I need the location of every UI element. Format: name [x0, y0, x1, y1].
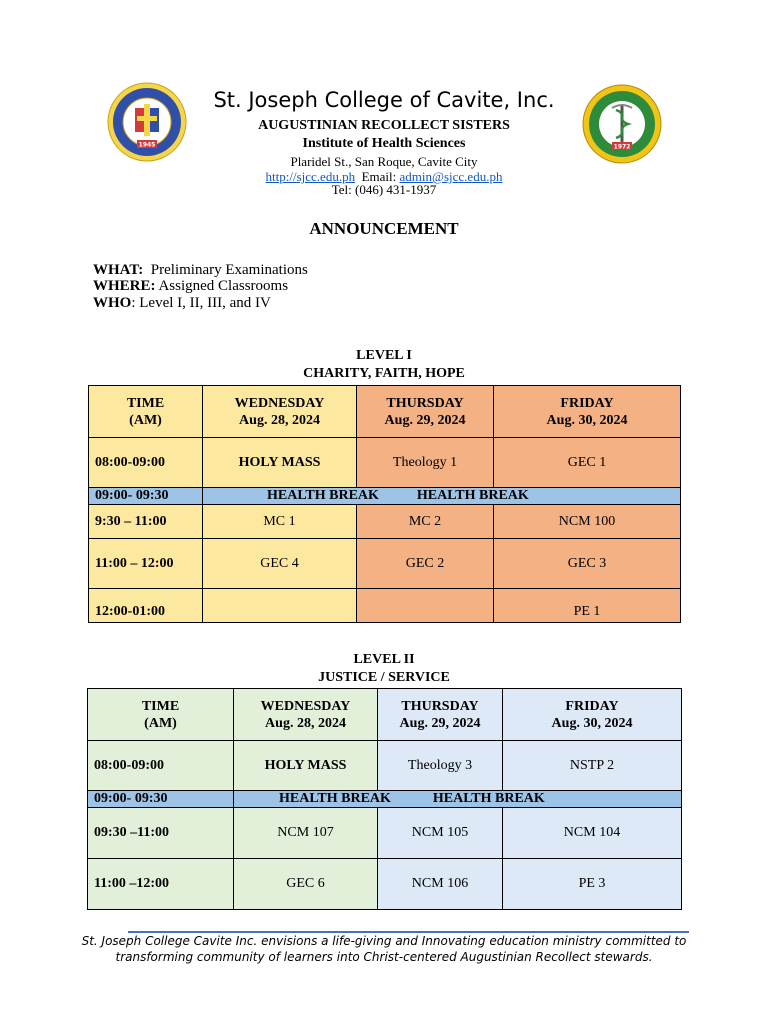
what-label: WHAT: [93, 262, 144, 278]
health-break-cell: HEALTH BREAK HEALTH BREAK [234, 791, 682, 808]
level1-schedule-table [88, 385, 681, 623]
svg-text:1945: 1945 [138, 141, 156, 149]
header-wednesday: WEDNESDAY Aug. 28, 2024 [234, 689, 378, 741]
schedule-cell: HOLY MASS [203, 438, 357, 488]
announcement-title: ANNOUNCEMENT [309, 219, 459, 238]
time-cell: 09:30 –11:00 [88, 808, 234, 859]
schedule-cell: NCM 107 [234, 808, 378, 859]
where-label: WHERE: [93, 278, 156, 294]
level2-schedule-table [87, 688, 682, 910]
table-header-row [89, 386, 681, 438]
school-address: Plaridel St., San Roque, Cavite City [290, 154, 478, 169]
schedule-cell: NSTP 2 [503, 741, 682, 791]
level1-subtitle: CHARITY, FAITH, HOPE [303, 366, 465, 381]
table-row [89, 589, 681, 623]
email-link[interactable]: admin@sjcc.edu.ph [399, 169, 503, 184]
schedule-cell: NCM 104 [503, 808, 682, 859]
vision-line-2: transforming community of learners into Christ-centered Augustinian Recollect stewards. [115, 950, 653, 964]
school-name: St. Joseph College of Cavite, Inc. [213, 88, 555, 112]
time-cell: 09:00- 09:30 [89, 488, 203, 505]
schedule-cell: GEC 1 [494, 438, 681, 488]
schedule-cell: Theology 3 [378, 741, 503, 791]
institute-name: Institute of Health Sciences [302, 136, 466, 151]
schedule-cell: GEC 6 [234, 859, 378, 910]
schedule-cell [203, 589, 357, 623]
health-break-cell: HEALTH BREAK HEALTH BREAK [203, 488, 681, 505]
schedule-cell: NCM 106 [378, 859, 503, 910]
health-break-row [88, 791, 682, 808]
time-cell: 08:00-09:00 [89, 438, 203, 488]
header-friday: FRIDAY Aug. 30, 2024 [503, 689, 682, 741]
svg-text:1972: 1972 [613, 143, 631, 151]
table-row [88, 741, 682, 791]
schedule-cell [357, 589, 494, 623]
header-time: TIME (AM) [89, 386, 203, 438]
where-line [93, 278, 288, 295]
table-row [89, 438, 681, 488]
table-row [88, 808, 682, 859]
what-line [93, 262, 308, 279]
table-row [88, 859, 682, 910]
what-value: Preliminary Examinations [150, 262, 308, 278]
time-cell: 11:00 –12:00 [88, 859, 234, 910]
schedule-cell: PE 1 [494, 589, 681, 623]
level2-subtitle: JUSTICE / SERVICE [318, 670, 450, 685]
health-break-row [89, 488, 681, 505]
website-link[interactable]: http://sjcc.edu.ph [265, 169, 356, 184]
schedule-cell: GEC 4 [203, 539, 357, 589]
time-cell: 9:30 – 11:00 [89, 505, 203, 539]
schedule-cell: PE 3 [503, 859, 682, 910]
vision-line-1: St. Joseph College Cavite Inc. envisions a life-giving and Innovating education ministry committed to [81, 934, 687, 948]
header-wednesday: WEDNESDAY Aug. 28, 2024 [203, 386, 357, 438]
table-row [89, 505, 681, 539]
header-thursday: THURSDAY Aug. 29, 2024 [357, 386, 494, 438]
schedule-cell: MC 2 [357, 505, 494, 539]
schedule-cell: HOLY MASS [234, 741, 378, 791]
congregation-name: AUGUSTINIAN RECOLLECT SISTERS [258, 118, 510, 133]
schedule-cell: GEC 3 [494, 539, 681, 589]
schedule-cell: NCM 105 [378, 808, 503, 859]
telephone: Tel: (046) 431-1937 [331, 182, 437, 197]
header-time: TIME (AM) [88, 689, 234, 741]
email-label: Email: [361, 169, 397, 184]
schedule-cell: Theology 1 [357, 438, 494, 488]
who-line [93, 295, 271, 312]
time-cell: 12:00-01:00 [89, 589, 203, 623]
time-cell: 09:00- 09:30 [88, 791, 234, 808]
table-header-row [88, 689, 682, 741]
vision-statement [0, 933, 768, 965]
who-label: WHO [93, 295, 132, 311]
level1-title: LEVEL I [356, 348, 412, 363]
header-friday: FRIDAY Aug. 30, 2024 [494, 386, 681, 438]
time-cell: 11:00 – 12:00 [89, 539, 203, 589]
level2-title: LEVEL II [353, 652, 415, 667]
header-thursday: THURSDAY Aug. 29, 2024 [378, 689, 503, 741]
who-value: : Level I, II, III, and IV [131, 295, 271, 311]
schedule-cell: GEC 2 [357, 539, 494, 589]
schedule-cell: NCM 100 [494, 505, 681, 539]
table-row [89, 539, 681, 589]
schedule-cell: MC 1 [203, 505, 357, 539]
time-cell: 08:00-09:00 [88, 741, 234, 791]
where-value: Assigned Classrooms [158, 278, 289, 294]
